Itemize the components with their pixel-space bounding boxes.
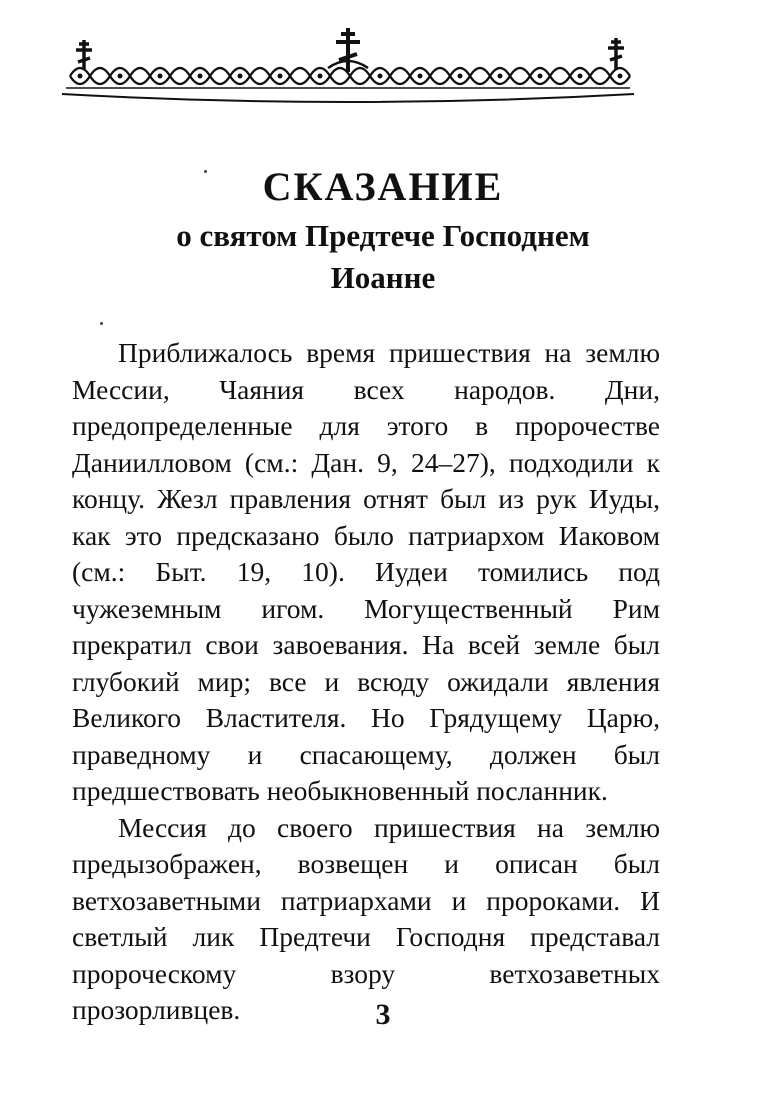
paragraph-1: Приближалось время пришествия на землю Мессии, Чаяния всех народов. Дни, предопределенные для этого в пророчестве Даниилловом (см.: Дан. 9, 24–27), подходили к концу. Жезл правления отнят был из рук Иуды, как это предсказано было патриархом Иаковом (см.: Быт. 19, 10). Иудеи томились под чужеземным игом. Могущественный Рим прекратил свои завоевания. На всей земле был глубокий мир; все и всюду ожидали явления Великого Властителя. Но Грядущему Царю, праведному и спасающему, должен был предшествовать необыкновенный посланник. bbox=[72, 337, 660, 806]
ornament-header bbox=[56, 24, 640, 104]
center-cross-icon bbox=[328, 28, 368, 72]
chapter-subtitle-line-1: о святом Предтече Господнем bbox=[176, 218, 590, 253]
page-number: 3 bbox=[375, 998, 391, 1031]
print-speck bbox=[204, 170, 207, 173]
chapter-subtitle-line-2: Иоанне bbox=[330, 260, 436, 295]
chapter-title: СКАЗАНИЕ bbox=[262, 164, 504, 209]
print-speck bbox=[100, 322, 103, 325]
right-cross-icon bbox=[608, 38, 624, 70]
left-cross-icon bbox=[76, 40, 92, 70]
body-text bbox=[72, 335, 660, 1029]
paragraph-2: Мессия до своего пришествия на землю предызображен, возвещен и описан был ветхозаветными патриархами и пророками. И светлый лик Предтечи Господня представал пророческому взору ветхозаветных прозорливцев. bbox=[72, 811, 660, 1025]
